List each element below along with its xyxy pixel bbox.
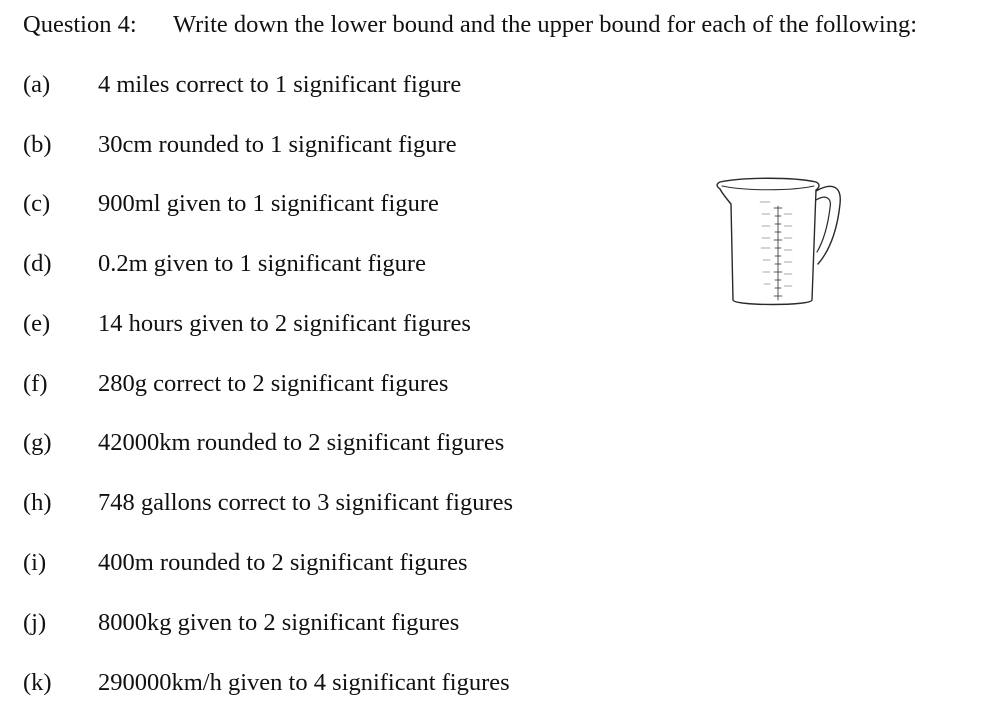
item-letter: (i) <box>23 549 47 576</box>
jug-outline <box>717 178 840 304</box>
measuring-jug-illustration <box>712 176 848 308</box>
question-number: Question 4: <box>23 11 137 38</box>
item-text: 748 gallons correct to 3 significant figures <box>98 489 514 516</box>
item-text: 14 hours given to 2 significant figures <box>98 310 471 337</box>
item-text: 8000kg given to 2 significant figures <box>98 609 460 636</box>
item-text: 30cm rounded to 1 significant figure <box>98 131 457 158</box>
item-text: 42000km rounded to 2 significant figures <box>98 429 505 456</box>
item-letter: (b) <box>23 131 52 158</box>
item-text: 280g correct to 2 significant figures <box>98 370 449 397</box>
item-text: 900ml given to 1 significant figure <box>98 190 439 217</box>
question-instruction: Write down the lower bound and the upper bound for each of the following: <box>173 11 918 38</box>
item-letter: (e) <box>23 310 51 337</box>
item-text: 4 miles correct to 1 significant figure <box>98 71 462 98</box>
item-letter: (c) <box>23 190 51 217</box>
item-letter: (j) <box>23 609 47 636</box>
item-letter: (g) <box>23 429 52 456</box>
jug-body <box>717 178 819 304</box>
item-letter: (h) <box>23 489 52 516</box>
item-text: 290000km/h given to 4 significant figures <box>98 669 510 696</box>
item-letter: (k) <box>23 669 52 696</box>
item-letter: (f) <box>23 370 48 397</box>
item-letter: (a) <box>23 71 51 98</box>
question-header <box>23 8 917 42</box>
item-text: 0.2m given to 1 significant figure <box>98 250 426 277</box>
jug-handle-inner <box>816 197 830 252</box>
item-letter: (d) <box>23 250 52 277</box>
item-text: 400m rounded to 2 significant figures <box>98 549 468 576</box>
